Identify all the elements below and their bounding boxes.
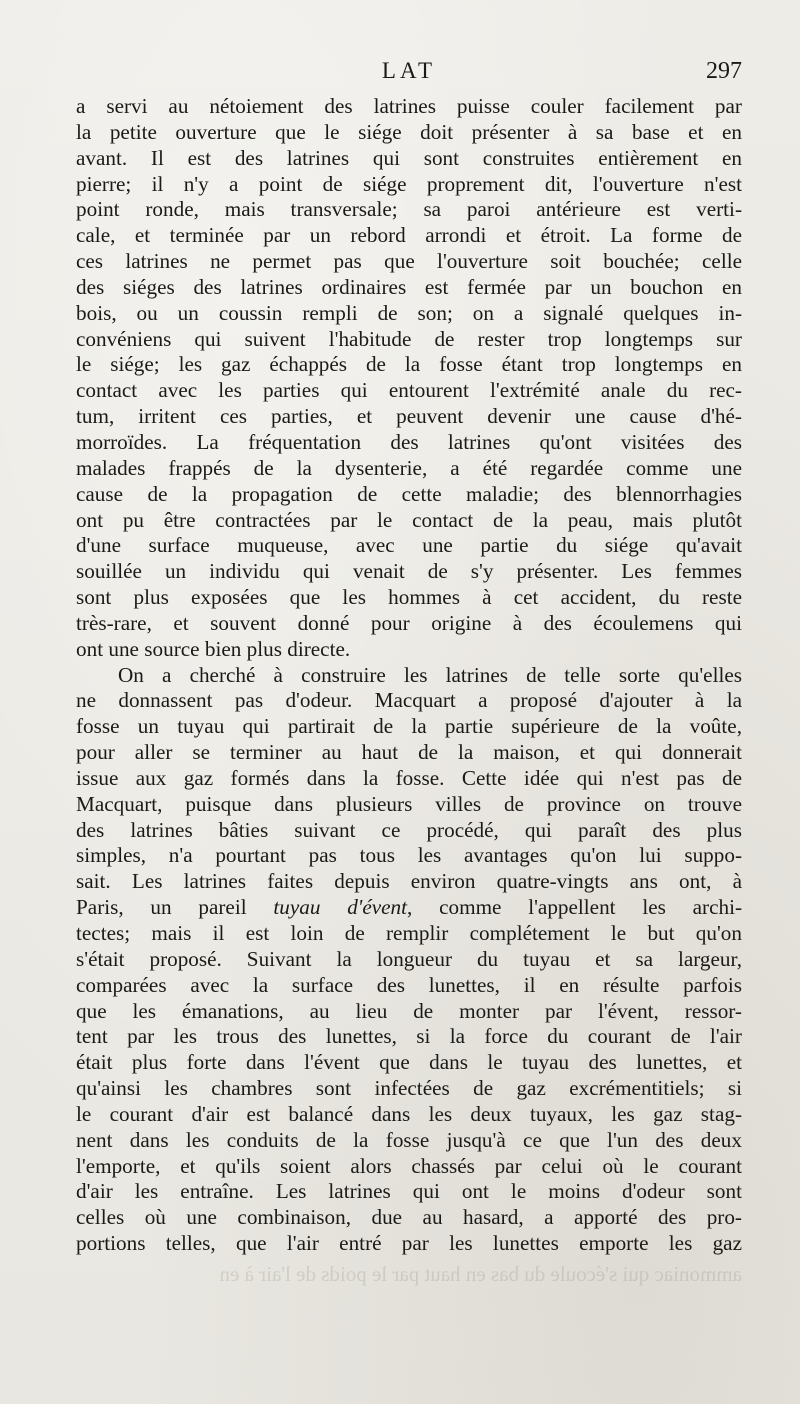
text-line: contact avec les parties qui entourent l'extrémité anale du rec- [76, 378, 742, 403]
text-line: nent dans les conduits de la fosse jusqu'à ce que l'un des deux [76, 1127, 742, 1152]
text-line: d'une surface muqueuse, avec une partie du siége qu'avait [76, 533, 742, 558]
text-line: cale, et terminée par un rebord arrondi et étroit. La forme de [76, 223, 742, 248]
text-line: malades frappés de la dysenterie, a été regardée comme une [76, 455, 742, 480]
paragraph-1 [76, 94, 742, 663]
text-line: avant. Il est des latrines qui sont construites entièrement en [76, 145, 742, 170]
paragraph-2 [76, 663, 742, 1257]
running-head: LAT [381, 58, 437, 83]
text-line: très-rare, et souvent donné pour origine à des écoulemens qui [76, 610, 742, 635]
text-line: le siége; les gaz échappés de la fosse étant trop longtemps en [76, 352, 742, 377]
page-number: 297 [706, 58, 742, 84]
text-line: la petite ouverture que le siége doit présenter à sa base et en [76, 119, 742, 144]
body-text [76, 94, 742, 1257]
text-line: que les émanations, au lieu de monter par l'évent, ressor- [76, 998, 742, 1023]
text-line: convéniens qui suivent l'habitude de rester trop longtemps sur [76, 326, 742, 351]
text-line: Macquart, puisque dans plusieurs villes de province on trouve [76, 791, 742, 816]
text-line: pierre; il n'y a point de siége proprement dit, l'ouverture n'est [76, 171, 742, 196]
text-line: le courant d'air est balancé dans les deux tuyaux, les gaz stag- [76, 1101, 742, 1126]
bleed-through-text: ammoniac qui s'écoule du bas en haut par le poids de l'air à en [219, 1262, 742, 1286]
text-line: sont plus exposées que les hommes à cet accident, du reste [76, 585, 742, 610]
text-line: des siéges des latrines ordinaires est fermée par un bouchon en [76, 274, 742, 299]
text-line: pour aller se terminer au haut de la maison, et qui donnerait [76, 740, 742, 765]
text-line: celles où une combinaison, due au hasard, a apporté des pro- [76, 1205, 742, 1230]
text-line: simples, n'a pourtant pas tous les avantages qu'on lui suppo- [76, 843, 742, 868]
text-line: issue aux gaz formés dans la fosse. Cette idée qui n'est pas de [76, 765, 742, 790]
text-line: a servi au nétoiement des latrines puisse couler facilement par [76, 94, 742, 118]
text-line: ne donnassent pas d'odeur. Macquart a proposé d'ajouter à la [76, 688, 742, 713]
text-line: s'était proposé. Suivant la longueur du tuyau et sa largeur, [76, 946, 742, 971]
text-line: comparées avec la surface des lunettes, il en résulte parfois [76, 972, 742, 997]
text-line: ces latrines ne permet pas que l'ouverture soit bouchée; celle [76, 249, 742, 274]
page-header [76, 58, 742, 92]
text-line: portions telles, que l'air entré par les lunettes emporte les gaz [76, 1231, 742, 1256]
text-line: l'emporte, et qu'ils soient alors chassés par celui où le courant [76, 1153, 742, 1178]
text-line: qu'ainsi les chambres sont infectées de gaz excrémentitiels; si [76, 1076, 742, 1101]
text-line: était plus forte dans l'évent que dans le tuyau des lunettes, et [76, 1050, 742, 1075]
italic-term: tuyau d'évent [273, 895, 408, 920]
text-line: bois, ou un coussin rempli de son; on a signalé quelques in- [76, 300, 742, 325]
text-line: cause de la propagation de cette maladie; des blennorrhagies [76, 481, 742, 506]
text-line: sait. Les latrines faites depuis environ quatre-vingts ans ont, à [76, 869, 742, 894]
text-line: ont pu être contractées par le contact de la peau, mais plutôt [76, 507, 742, 532]
text-line: point ronde, mais transversale; sa paroi antérieure est verti- [76, 197, 742, 222]
text-line: tectes; mais il est loin de remplir complétement le but qu'on [76, 921, 742, 945]
text-line-with-italic: Paris, un pareil tuyau d'évent, comme l'appellent les archi- [76, 895, 743, 920]
text-line: d'air les entraîne. Les latrines qui ont le moins d'odeur sont [76, 1179, 742, 1204]
text-line: souillée un individu qui venait de s'y présenter. Les femmes [76, 559, 742, 584]
text-line: On a cherché à construire les latrines de telle sorte qu'elles [118, 662, 742, 687]
text-line: tum, irritent ces parties, et peuvent devenir une cause d'hé- [76, 404, 742, 429]
text-line: ont une source bien plus directe. [76, 636, 351, 661]
text-line: fosse un tuyau qui partirait de la partie supérieure de la voûte, [76, 714, 742, 739]
text-line: tent par les trous des lunettes, si la force du courant de l'air [76, 1024, 742, 1049]
text-line: morroïdes. La fréquentation des latrines qu'ont visitées des [76, 429, 742, 454]
text-line: des latrines bâties suivant ce procédé, qui paraît des plus [76, 817, 742, 842]
